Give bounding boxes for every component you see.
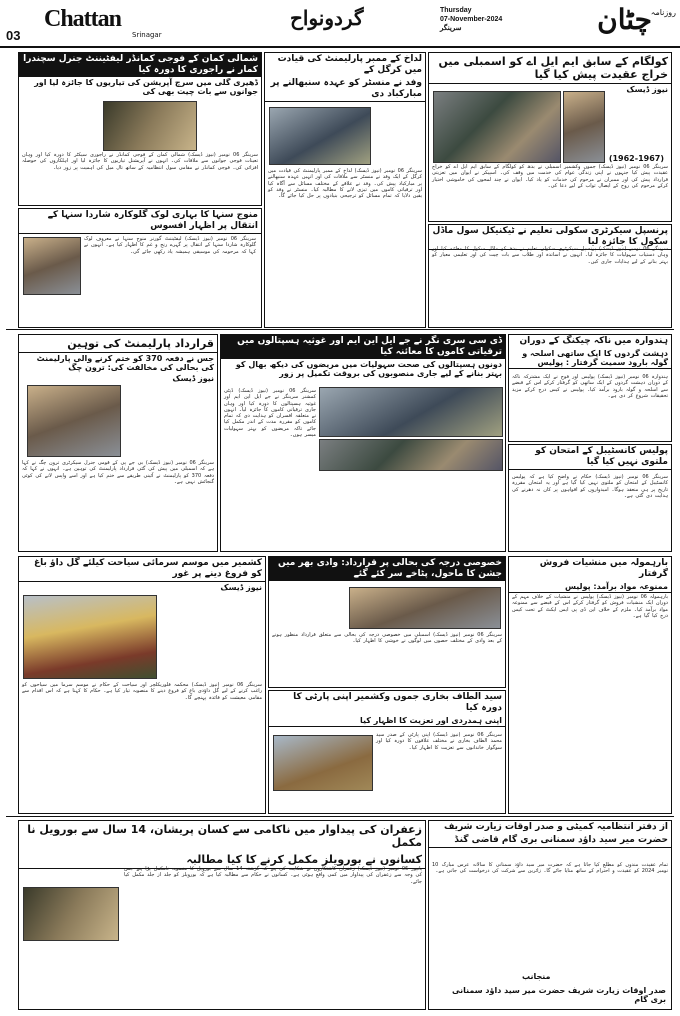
- subheadline: دونوں ہسپتالوں کی صحت سہولیات میں مریضوں کی دیکھ بھال کو بہتر بنانے کے لیے جاری منصوبوں کی بروقت تکمیل پر زور: [235, 360, 502, 378]
- footer-signature: صدر اوقات زیارت شریف حضرت میر سید داؤد سمنانی بری گام: [451, 986, 666, 1004]
- article-body: سرینگر 06 نومبر (نیوز ڈیسک) حکام نے واضح کیا ہے کہ پولیس کانسٹیبل کے امتحان کو ملتوی نہیں کیا گیا ہے اور یہ امتحان مقررہ تاریخ پر ہی منعقد ہوگا۔ امیدواروں کو افواہوں پر کان نہ دھرنے کی ہدایت دی گئی ہے۔: [512, 474, 668, 499]
- issue-date: [440, 6, 502, 33]
- footer-from: منجانب: [522, 972, 551, 981]
- daily-label: روزنامہ: [650, 8, 676, 17]
- article-ladakh-delegation: [264, 52, 426, 328]
- article-bukhari: [268, 690, 506, 814]
- page-number: 03: [6, 28, 21, 43]
- article-body: سرینگر 06 نومبر (نیوز ڈیسک) پرنسپل سیکرٹری سکولی تعلیم نے بدھ کو ماڈل سکول کا معائنہ کیا اور وہاں دستیاب سہولیات کا جائزہ لیا۔ انہوں نے اساتذہ اور طلاب سے بات چیت کی اور تعلیمی معیار کو بہتر بنانے کے لیے ہدایات جاری کیں۔: [432, 246, 668, 265]
- article-body: سرینگر 06 نومبر (نیوز ڈیسک) لداخ کے ممبر پارلیمنٹ کی قیادت میں کرگل کے ایک وفد نے منسٹر سے ملاقات کی اور انہیں عہدہ سنبھالنے پر مبارکباد پیش کی۔ وفد نے علاقے کے مختلف مسائل سے آگاہ کیا اور ترقیاتی کاموں میں تیزی لانے کا مطالبہ کیا۔ منسٹر نے وفد کو یقین دلایا کہ تمام مسائل کو ترجیحی بنیادوں پر حل کیا جائے گا۔: [268, 168, 422, 200]
- headline: پولیس کانسٹیبل کے امتحان کو ملتوی نہیں کیا گیا: [509, 445, 671, 470]
- dateline: نیوز ڈیسک: [172, 374, 214, 383]
- masthead: [0, 0, 680, 48]
- article-handwara-arrest: [508, 334, 672, 442]
- brand-city: Srinagar: [132, 31, 162, 39]
- army-photo: [103, 101, 197, 151]
- article-body: بارہمولہ 06 نومبر (نیوز ڈیسک) پولیس نے منشیات کے خلاف مہم کے دوران ایک منشیات فروش کو گرفتار کرکے اس کے قبضے سے ممنوعہ مواد برآمد کیا۔ ملزم کے خلاف این ڈی پی ایس ایکٹ کے تحت کیس درج کیا گیا ہے۔: [512, 594, 668, 619]
- subheadline: ممنوعہ مواد برآمد: پولیس: [509, 581, 671, 593]
- article-school-review: [428, 224, 672, 328]
- article-army-commander: [18, 52, 262, 206]
- headline: از دفتر انتظامیہ کمیٹی و صدر اوقات زیارت شریف: [443, 822, 668, 832]
- announcement-body: تمام عقیدت مندوں کو مطلع کیا جاتا ہے کہ حضرت میر سید داؤد سمنانی کا سالانہ عرس مبارک 10 نومبر 2024 کو عقیدت و احترام کے ساتھ منایا جائے گا۔ زائرین سے شرکت کی درخواست کی جاتی ہے۔: [432, 862, 668, 875]
- article-body: سرینگر 06 نومبر (نیوز ڈیسک) جموں وکشمیر اسمبلی نے بدھ کو کولگام کے سابق ایم ایل اے کو خراج عقیدت پیش کیا جنہوں نے اپنی زندگی عوام کی خدمت میں وقف کی۔ اسپیکر نے ایوان میں تعزیتی قرارداد پیش کی اور ممبران نے مرحوم کی خدمات کو یاد کیا۔ ایوان نے چند لمحوں کی خاموشی اختیار کرکے مرحوم کی روح کے ایصال ثواب کے لیے دعا کی۔: [432, 164, 668, 189]
- article-assembly-tribute: [428, 52, 672, 222]
- headline: شمالی کمان کے فوجی کمانڈر لیفٹیننٹ جنرل سچندرا کمار نے راجوری کا دورہ کیا: [19, 53, 261, 77]
- headline: کشمیر میں موسم سرمائی سیاحت کیلئے گل داؤ باغ کو فروغ دینے پر غور: [19, 557, 265, 582]
- article-body: پانپور 06 نومبر (نیوز ڈیسک) زعفران کاشتکاروں نے شکایت کی ہے کہ گزشتہ 14 سال سے بورویل کا منصوبہ نامکمل پڑا ہے جس کی وجہ سے زعفران کی پیداوار میں کمی واقع ہوئی ہے۔ کسانوں نے حکام سے مطالبہ کیا ہے کہ بورویلز کو جلد از جلد مکمل کیا جائے۔: [124, 866, 423, 885]
- assembly-photo: [433, 91, 561, 163]
- garden-photo: [23, 595, 157, 679]
- year-range: (1962-1967): [608, 154, 664, 163]
- article-winter-tourism: [18, 556, 266, 814]
- article-tarun-chugh: [18, 334, 218, 552]
- issue-city-urdu: سرینگر: [440, 25, 462, 32]
- headline: پرنسپل سیکرٹری سکولی تعلیم نے ٹیکنیکل سول ماڈل سکول کا جائزہ لیا: [429, 225, 671, 250]
- delegation-photo: [269, 107, 371, 165]
- bukhari-photo: [273, 735, 373, 791]
- issue-day: Thursday: [440, 7, 472, 14]
- hospital-photo-2: [319, 439, 503, 471]
- row-divider: [6, 329, 674, 330]
- row-divider: [6, 816, 674, 817]
- section-title: گردونواح: [290, 6, 364, 30]
- article-body: سرینگر 06 نومبر (نیوز ڈیسک) محکمہ فلوریکلچر اور سیاحت کے حکام نے موسم سرما میں سیاحوں کو راغب کرنے کے لیے گل داؤدی باغ کو فروغ دینے کا منصوبہ تیار کیا ہے۔ حکام کا کہنا ہے کہ اس اقدام سے مقامی معیشت کو فائدہ پہنچے گا۔: [22, 682, 262, 701]
- celebration-photo: [349, 587, 501, 629]
- headline: ڈی سی سری نگر نے جے ایل این ایم اور غوثیہ ہسپتالوں میں ترقیاتی کاموں کا معائنہ کیا: [221, 335, 505, 359]
- urdu-logo: چٹان: [597, 3, 652, 36]
- lg-photo: [23, 237, 81, 295]
- headline: ہندوارہ میں ناکہ چیکنگ کے دوران: [519, 336, 668, 346]
- headline: زعفران کی پیداوار میں ناکامی سے کسان پریشان، 14 سال سے بورویل نا مکمل: [27, 823, 422, 849]
- saffron-photo: [23, 887, 119, 941]
- article-body: سرینگر 06 نومبر (نیوز ڈیسک) شمالی کمان کے فوجی کمانڈر نے راجوری سیکٹر کا دورہ کیا اور وہاں تعینات فوجی جوانوں سے ملاقات کی۔ انہوں نے آپریشنل تیاریوں کا جائزہ لیا اور اہلکاروں کی حوصلہ افزائی کی۔ فوجی کمانڈر نے مقامی سول انتظامیہ کے ساتھ تال میل کی اہمیت پر زور دیا۔: [22, 152, 258, 171]
- chugh-photo: [27, 385, 121, 457]
- article-baramulla-drugs: [508, 556, 672, 814]
- headline: کولگام کے سابق ایم ایل اے کو اسمبلی میں خراج عقیدت پیش کیا گیا: [429, 53, 671, 84]
- dateline: نیوز ڈیسک: [626, 85, 668, 94]
- subheadline: جس نے دفعہ 370 کو ختم کرنے والی پارلیمنٹ کی بحالی کی مخالفت کی: ترون چگ: [36, 354, 214, 372]
- article-celebration: [268, 556, 506, 688]
- article-lg-condolence: [18, 208, 262, 328]
- article-body: سرینگر 06 نومبر (نیوز ڈیسک) بی جے پی کے قومی جنرل سیکرٹری ترون چگ نے کہا ہے کہ اسمبلی میں پیش کی گئی قرارداد پارلیمنٹ کی توہین ہے۔ انہوں نے کہا کہ دفعہ 370 کو پارلیمنٹ نے آئینی طریقے سے ختم کیا ہے اور اسے واپس لانے کی کوئی گنجائش نہیں ہے۔: [22, 460, 214, 485]
- subheadline: ڈھیری گلی میں سرچ آپریشن کی تیاریوں کا جائزہ لیا اور جوانوں سے بات چیت بھی کی: [34, 78, 258, 96]
- brand-name: Chattan: [44, 6, 122, 32]
- subheadline: دہشت گردوں کا ایک ساتھی اسلحہ و گولہ بارود سمیت گرفتار : پولیس: [509, 348, 671, 369]
- article-body: ہندوارہ 06 نومبر (نیوز ڈیسک) پولیس اور فوج نے ایک مشترکہ ناکہ کے دوران دہشت گردوں کے ایک ساتھی کو گرفتار کرکے اس کے قبضے سے اسلحہ و گولہ بارود برآمد کیا۔ پولیس نے کیس درج کرکے مزید تحقیقات شروع کر دی ہے۔: [512, 374, 668, 399]
- headline: خصوصی درجہ کی بحالی پر قرارداد: وادی بھر میں جشن کا ماحول، پٹاخے سر کئے گئے: [269, 557, 505, 581]
- article-body: سرینگر 06 نومبر (نیوز ڈیسک) اسمبلی میں خصوصی درجہ کی بحالی سے متعلق قرارداد منظور ہونے کے بعد وادی کے مختلف حصوں میں لوگوں نے خوشی کا اظہار کیا۔: [272, 632, 502, 645]
- speaker-photo: [563, 91, 605, 163]
- headline: بارہمولہ میں منشیات فروش گرفتار: [539, 558, 668, 579]
- issue-date-value: 07-November-2024: [440, 16, 503, 23]
- headline: سید الطاف بخاری جموں وکشمیر اپنی پارٹی کا دورہ کیا: [293, 692, 502, 713]
- article-police-exam: [508, 444, 672, 552]
- headline: لداخ کے ممبر پارلیمنٹ کی قیادت میں کرگل کے: [277, 54, 422, 75]
- headline: منوج سنہا کا بہاری لوک گلوکارہ شاردا سنہا کے انتقال پر اظہار افسوس: [19, 209, 261, 234]
- subheadline: حضرت میر سید داؤد سمنانی بری گام قاضی گنڈ: [429, 834, 671, 848]
- dateline: نیوز ڈیسک: [220, 583, 262, 592]
- headline: قرارداد پارلیمنٹ کی توہین: [19, 335, 217, 353]
- article-saffron-farmers: [18, 820, 426, 1010]
- subheadline: اپنی ہمدردی اور تعزیت کا اظہار کیا: [269, 715, 505, 727]
- hospital-photo-1: [319, 387, 503, 437]
- article-body: سرینگر 06 نومبر (نیوز ڈیسک) لیفٹیننٹ گورنر منوج سنہا نے معروف لوک گلوکارہ شاردا سنہا کے انتقال پر گہرے رنج و غم کا اظہار کیا ہے۔ انہوں نے کہا کہ مرحومہ کی موسیقی ہمیشہ یاد رکھی جائے گی۔: [84, 236, 256, 255]
- article-body: سرینگر 06 نومبر (نیوز ڈیسک) ڈپٹی کمشنر سرینگر نے جے ایل این ایم اور غوثیہ ہسپتالوں کا دورہ کیا اور وہاں جاری ترقیاتی کاموں کا جائزہ لیا۔ انہوں نے متعلقہ افسران کو ہدایت دی کہ تمام کاموں کو مقررہ مدت کے اندر مکمل کیا جائے تاکہ مریضوں کو بہتر سہولیات میسر ہوں۔: [224, 388, 316, 439]
- article-dc-hospitals: [220, 334, 506, 552]
- subheadline: کسانوں نے بورویلز مکمل کرنے کا کیا مطالبہ: [19, 851, 425, 869]
- headline-line-2: وفد نے منسٹر کو عہدہ سنبھالنے پر مبارکباد دی: [265, 77, 425, 102]
- article-body: سرینگر 06 نومبر (نیوز ڈیسک) اپنی پارٹی کے صدر سید محمد الطاف بخاری نے مختلف علاقوں کا دورہ کیا اور سوگوار خاندانوں سے تعزیت کا اظہار کیا۔: [376, 732, 502, 751]
- urs-announcement: [428, 820, 672, 1010]
